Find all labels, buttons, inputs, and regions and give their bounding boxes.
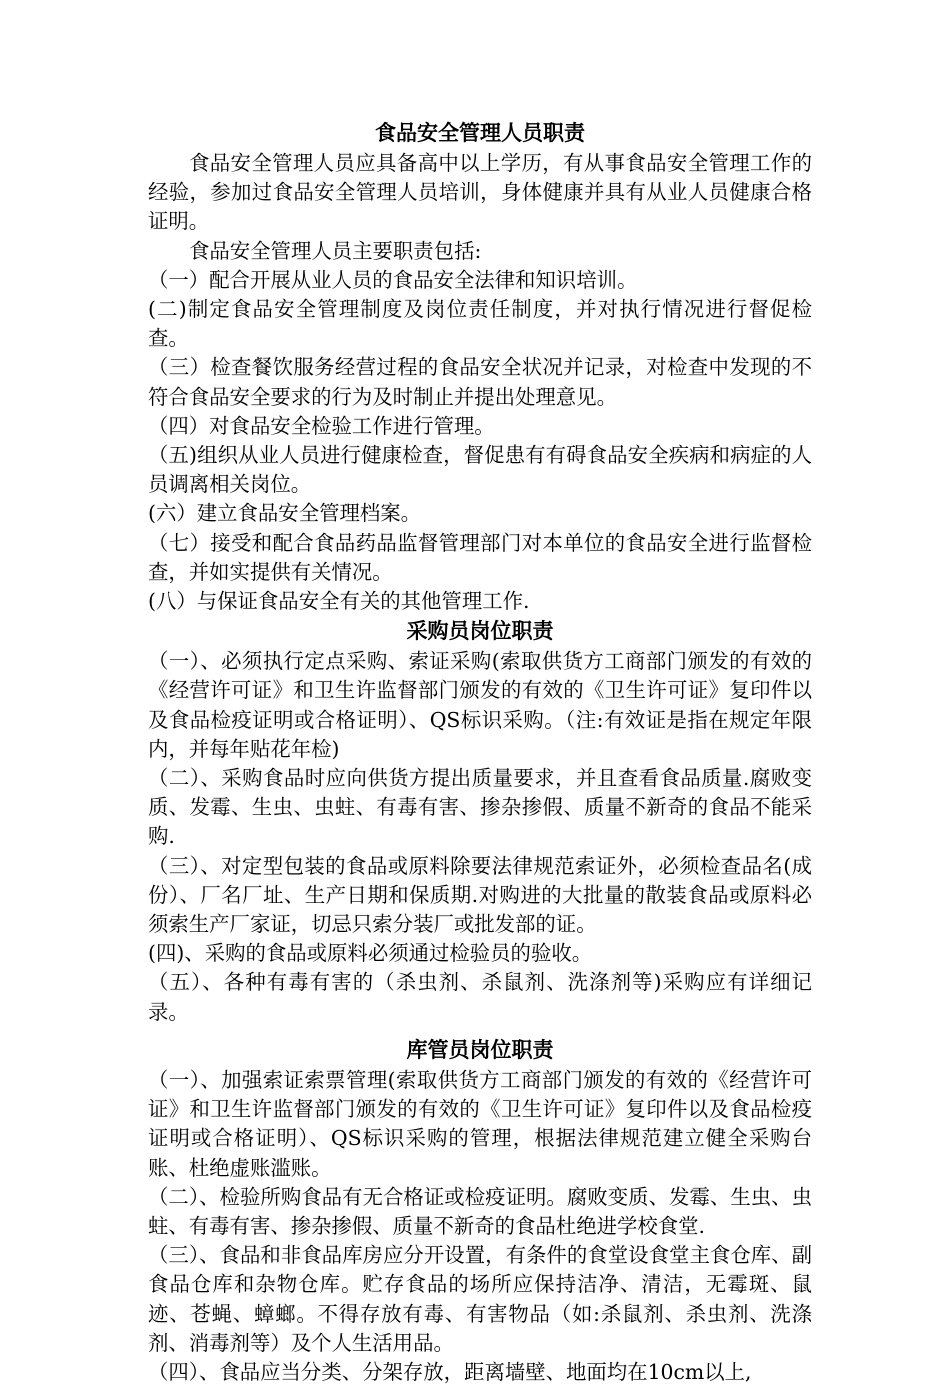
paragraph: 食品安全管理人员应具备高中以上学历，有从事食品安全管理工作的经验，参加过食品安全管理人员培训，身体健康并具有从业人员健康合格证明。 xyxy=(148,151,812,234)
section-title: 食品安全管理人员职责 xyxy=(375,121,585,145)
document-page xyxy=(148,118,812,1387)
paragraph: （一）、加强索证索票管理(索取供货方工商部门颁发的有效的《经营许可证》和卫生许监督部门颁发的有效的《卫生许可证》复印件以及食品检疫证明或合格证明）、QS标识采购的管理，根据法律规范建立健全采购台账、杜绝虚账滥账。 xyxy=(148,1067,812,1180)
paragraph: (八）与保证食品安全有关的其他管理工作. xyxy=(148,589,530,614)
paragraph: (四)、采购的食品或原料必须通过检验员的验收。 xyxy=(148,941,593,966)
paragraph: （三）、食品和非食品库房应分开设置，有条件的食堂设食堂主食仓库、副食品仓库和杂物仓库。贮存食品的场所应保持洁净、清洁，无霉斑、鼠迹、苍蝇、蟑螂。不得存放有毒、有害物品（如:杀鼠剂、杀虫剂、洗涤剂、消毒剂等）及个人生活用品。 xyxy=(148,1243,812,1355)
paragraph: 食品安全管理人员主要职责包括: xyxy=(189,238,482,263)
section-warehouse-keeper xyxy=(148,1035,812,1387)
paragraph: （二）、检验所购食品有无合格证或检疫证明。腐败变质、发霉、生虫、虫蛀、有毒有害、掺杂掺假、质量不新奇的食品杜绝进学校食堂. xyxy=(148,1184,812,1238)
paragraph: （五)组织从业人员进行健康检查，督促患有有碍食品安全疾病和病症的人员调离相关岗位。 xyxy=(148,443,812,497)
paragraph: （一）配合开展从业人员的食品安全法律和知识培训。 xyxy=(148,267,638,292)
paragraph: （一）、必须执行定点采购、索证采购(索取供货方工商部门颁发的有效的《经营许可证》和卫生许监督部门颁发的有效的《卫生许可证》复印件以及食品检疫证明或合格证明）、QS标识采购。（注:有效证是指在规定年限内，并每年贴花年检) xyxy=(148,649,812,761)
paragraph: (二)制定食品安全管理制度及岗位责任制度，并对执行情况进行督促检查。 xyxy=(148,297,812,351)
paragraph: （五）、各种有毒有害的（杀虫剂、杀鼠剂、洗涤剂等)采购应有详细记录。 xyxy=(148,970,812,1024)
paragraph: （三）检查餐饮服务经营过程的食品安全状况并记录，对检查中发现的不符合食品安全要求的行为及时制止并提出处理意见。 xyxy=(148,355,812,409)
section-food-safety-manager xyxy=(148,118,812,616)
paragraph: （四）、食品应当分类、分架存放，距离墙壁、地面均在10cm以上, xyxy=(148,1359,752,1384)
paragraph: （三）、对定型包装的食品或原料除要法律规范索证外，必须检查品名(成份）、厂名厂址、生产日期和保质期.对购进的大批量的散装食品或原料必须索生产厂家证，切忌只索分装厂或批发部的证。 xyxy=(148,853,812,937)
section-purchaser xyxy=(148,616,812,1027)
section-title: 库管员岗位职责 xyxy=(406,1037,554,1062)
section-title: 采购员岗位职责 xyxy=(406,619,554,644)
paragraph: （七）接受和配合食品药品监督管理部门对本单位的食品安全进行监督检查，并如实提供有关情况。 xyxy=(148,530,812,584)
paragraph: (六）建立食品安全管理档案。 xyxy=(148,501,422,526)
paragraph: （四）对食品安全检验工作进行管理。 xyxy=(148,413,495,438)
paragraph: （二）、采购食品时应向供货方提出质量要求，并且查看食品质量.腐败变质、发霉、生虫、虫蛀、有毒有害、掺杂掺假、质量不新奇的食品不能采购. xyxy=(148,766,812,849)
